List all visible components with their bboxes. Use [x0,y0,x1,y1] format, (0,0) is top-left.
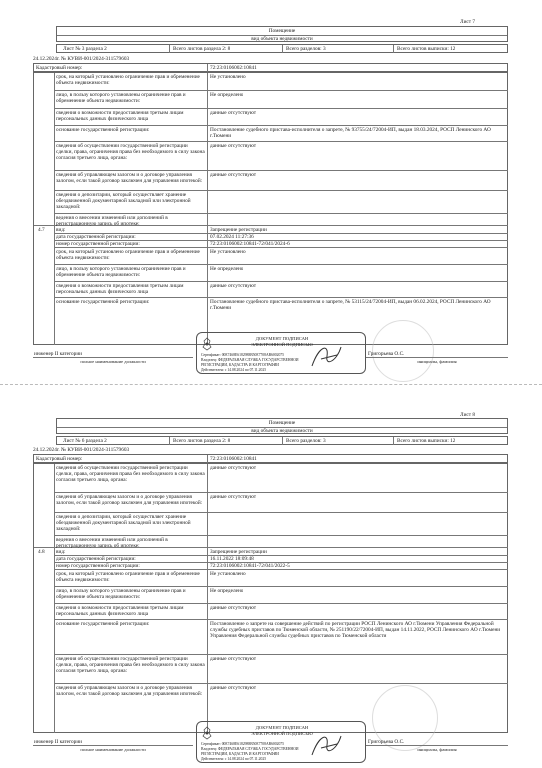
extract-date-number: 24.12.2024г. № КУВИ-001/2024-311579603 [33,447,130,453]
row-label: вид: [56,227,66,233]
extract-page-1 [0,0,542,383]
extract-date-number: 24.12.2024г. № КУВИ-001/2024-311579603 [33,56,130,62]
row-value: 16.11.2022 18:09:48 [210,556,254,562]
row-value: Не установлено [210,249,246,255]
row-value: 72:23:0106002:10841-72/041/2024-6 [210,241,290,247]
row-value: 07.02.2024 11:27:36 [210,234,254,240]
row-label: сведения об осуществлении государственной регистрации сделки, права, ограничения права без необходимого в силу закона согласия третьего лица, органа: [56,656,205,674]
cadastral-number: 72:23:0106002:10841 [210,65,257,71]
signer-name-caption: инициалы, фамилия [417,359,457,364]
row-label: ведения о внесении изменений или дополнений в регистрационную запись об ипотеке: [56,537,168,549]
stamp-line: ЭЛЕКТРОННОЙ ПОДПИСЬЮ [251,342,313,347]
row-label: сведения о депозитарии, который осуществляет хранение обездвиженной документарной закладной или электронной закладной: [56,192,191,210]
row-value: Не определено [210,92,244,98]
stamp-line: ДОКУМЕНТ ПОДПИСАН [255,336,309,341]
e-signature-stamp [196,332,366,374]
row-value: 72:23:0106002:10841-72/041/2022-5 [210,563,290,569]
row-label: сведения об управляющем залогом и о договоре управления залогом, если такой договор заключен для управления ипотекой: [56,685,203,697]
row-label: основание государственной регистрации: [56,127,150,133]
object-title-caption: вид объекта недвижимости [251,36,313,42]
sheet-of-section: Лист № 6 раздела 2 [63,438,107,444]
signer-name: Григорьева О.С. [368,739,405,745]
row-label: срок, на который установлено ограничение прав и обременение объекта недвижимости: [56,571,200,583]
row-value: данные отсутствуют [210,605,257,611]
cadastral-label: Кадастровый номер: [36,65,83,71]
row-label: срок, на который установлено ограничение прав и обременение объекта недвижимости: [56,249,200,261]
cadastral-row [33,454,508,463]
total-sheets-section: Всего листов раздела 2: 8 [173,46,231,52]
signer-position-caption: полное наименование должности [80,747,146,752]
row-value: данные отсутствуют [210,685,257,691]
total-sheets-extract: Всего листов выписки: 12 [397,46,456,52]
encumbrance-table [33,463,508,733]
signer-name: Григорьева О.С. [368,351,405,357]
object-title-caption: вид объекта недвижимости [251,428,313,434]
row-label: номер государственной регистрации: [56,241,140,247]
row-label: ведения о внесении изменений или дополнений в регистрационную запись об ипотеке: [56,215,168,227]
sheet-meta-row [56,44,508,53]
object-title: Помещение [268,420,296,426]
row-label: сведения о возможности предоставления третьим лицам персональных данных физического лица [56,605,184,617]
object-title: Помещение [268,28,296,34]
total-sections: Всего разделов: 3 [286,438,326,444]
cadastral-label: Кадастровый номер: [36,456,83,462]
row-label: дата государственной регистрации: [56,234,136,240]
row-value: данные отсутствуют [210,143,257,149]
row-label: сведения об управляющем залогом и о договоре управления залогом, если такой договор заключен для управления ипотекой: [56,172,203,184]
sheet-number: Лист 8 [460,412,476,418]
handwritten-signature [307,341,347,371]
stamp-line: Владелец: ФЕДЕРАЛЬНАЯ СЛУЖБА ГОСУДАРСТВЕННОЙ [201,358,299,362]
sheet-of-section: Лист № 3 раздела 2 [63,46,107,52]
row-label: дата государственной регистрации: [56,556,136,562]
signer-name-caption: инициалы, фамилия [417,747,457,752]
item-number: 4.7 [38,227,45,233]
row-value: данные отсутствуют [210,656,257,662]
row-value: Не определено [210,266,244,272]
row-label: сведения об управляющем залогом и о договоре управления залогом, если такой договор заключен для управления ипотекой: [56,494,203,506]
row-label: основание государственной регистрации: [56,299,150,305]
object-type-header [56,418,508,434]
stamp-line: РЕГИСТРАЦИИ, КАДАСТРА И КАРТОГРАФИИ [201,363,279,367]
row-label: сведения о возможности предоставления третьим лицам персональных данных физического лица [56,283,184,295]
object-type-header [56,26,508,42]
row-value: данные отсутствуют [210,172,257,178]
row-label: лицо, в пользу которого установлены ограничение прав и обременение объекта недвижимости: [56,92,186,104]
total-sections: Всего разделов: 3 [286,46,326,52]
row-value: Не установлено [210,571,246,577]
emblem-icon [201,337,213,351]
extract-page-2 [0,384,542,768]
stamp-line: Действителен: с 14.08.2024 по 07.11.2025 [201,757,267,761]
row-label: срок, на который установлено ограничение прав и обременение объекта недвижимости: [56,74,200,86]
stamp-line: Владелец: ФЕДЕРАЛЬНАЯ СЛУЖБА ГОСУДАРСТВЕННОЙ [201,747,299,751]
total-sheets-section: Всего листов раздела 2: 8 [173,438,231,444]
stamp-line: Действителен: с 14.08.2024 по 07.11.2025 [201,368,267,372]
row-value: данные отсутствуют [210,465,257,471]
row-label: номер государственной регистрации: [56,563,140,569]
row-label: сведения о депозитарии, который осуществляет хранение обездвиженной документарной закладной или электронной закладной: [56,514,191,532]
sheet-number: Лист 7 [460,19,476,25]
handwritten-signature [307,730,347,760]
row-label: лицо, в пользу которого установлены ограничение прав и обременение объекта недвижимости: [56,588,186,600]
row-value: данные отсутствуют [210,283,257,289]
stamp-line: ДОКУМЕНТ ПОДПИСАН [255,725,309,730]
stamp-line: ЭЛЕКТРОННОЙ ПОДПИСЬЮ [251,731,313,736]
stamp-line: Сертификат: 00E7468E6182988B50E7708AB6002075 [201,742,284,746]
row-value: Не определено [210,588,244,594]
row-value: Постановление о запрете на совершение действий по регистрации РОСП Ленинского АО г.Тюмени Управления Федеральной службы судебных приставов по Тюменской области, № 251190/22/72004-ИП, выдан 14.11.2022, РОСП Ленинского АО г.Тюмени Управления Федеральной службы судебных приставов по Тюменской области [210,621,501,639]
row-label: сведения о возможности предоставления третьим лицам персональных данных физического лица [56,110,184,122]
stamp-line: РЕГИСТРАЦИИ, КАДАСТРА И КАРТОГРАФИИ [201,752,279,756]
row-value: Запрещение регистрации [210,549,267,555]
encumbrance-table [33,72,508,345]
row-label: лицо, в пользу которого установлены ограничение прав и обременение объекта недвижимости: [56,266,186,278]
sheet-meta-row [56,436,508,445]
row-label: основание государственной регистрации: [56,621,150,627]
row-value: Запрещение регистрации [210,227,267,233]
row-label: вид: [56,549,66,555]
row-value: данные отсутствуют [210,494,257,500]
item-number: 4.8 [38,549,45,555]
cadastral-number: 72:23:0106002:10841 [210,456,257,462]
row-value: Не установлено [210,74,246,80]
signer-position: инженер II категории [34,351,83,357]
e-signature-stamp [196,721,366,763]
row-value: Постановление судебного пристава-исполнителя о запрете, № 53115/24/72004-ИП, выдан 06.02.2024, РОСП Ленинского АО г.Тюмени [210,299,491,311]
row-label: сведения об осуществлении государственной регистрации сделки, права, ограничения права без необходимого в силу закона согласия третьего лица, органа: [56,465,205,483]
signer-position-caption: полное наименование должности [80,359,146,364]
stamp-line: Сертификат: 00E7468E6182988B50E7708AB6002075 [201,353,284,357]
total-sheets-extract: Всего листов выписки: 12 [397,438,456,444]
emblem-icon [201,726,213,740]
row-label: сведения об осуществлении государственной регистрации сделки, права, ограничения права без необходимого в силу закона согласия третьего лица, органа: [56,143,205,161]
signer-position: инженер II категории [34,739,83,745]
cadastral-row [33,63,508,72]
row-value: данные отсутствуют [210,110,257,116]
row-value: Постановление судебного пристава-исполнителя о запрете, № 93755/24/72004-ИП, выдан 18.03.2024, РОСП Ленинского АО г.Тюмени [210,127,491,139]
